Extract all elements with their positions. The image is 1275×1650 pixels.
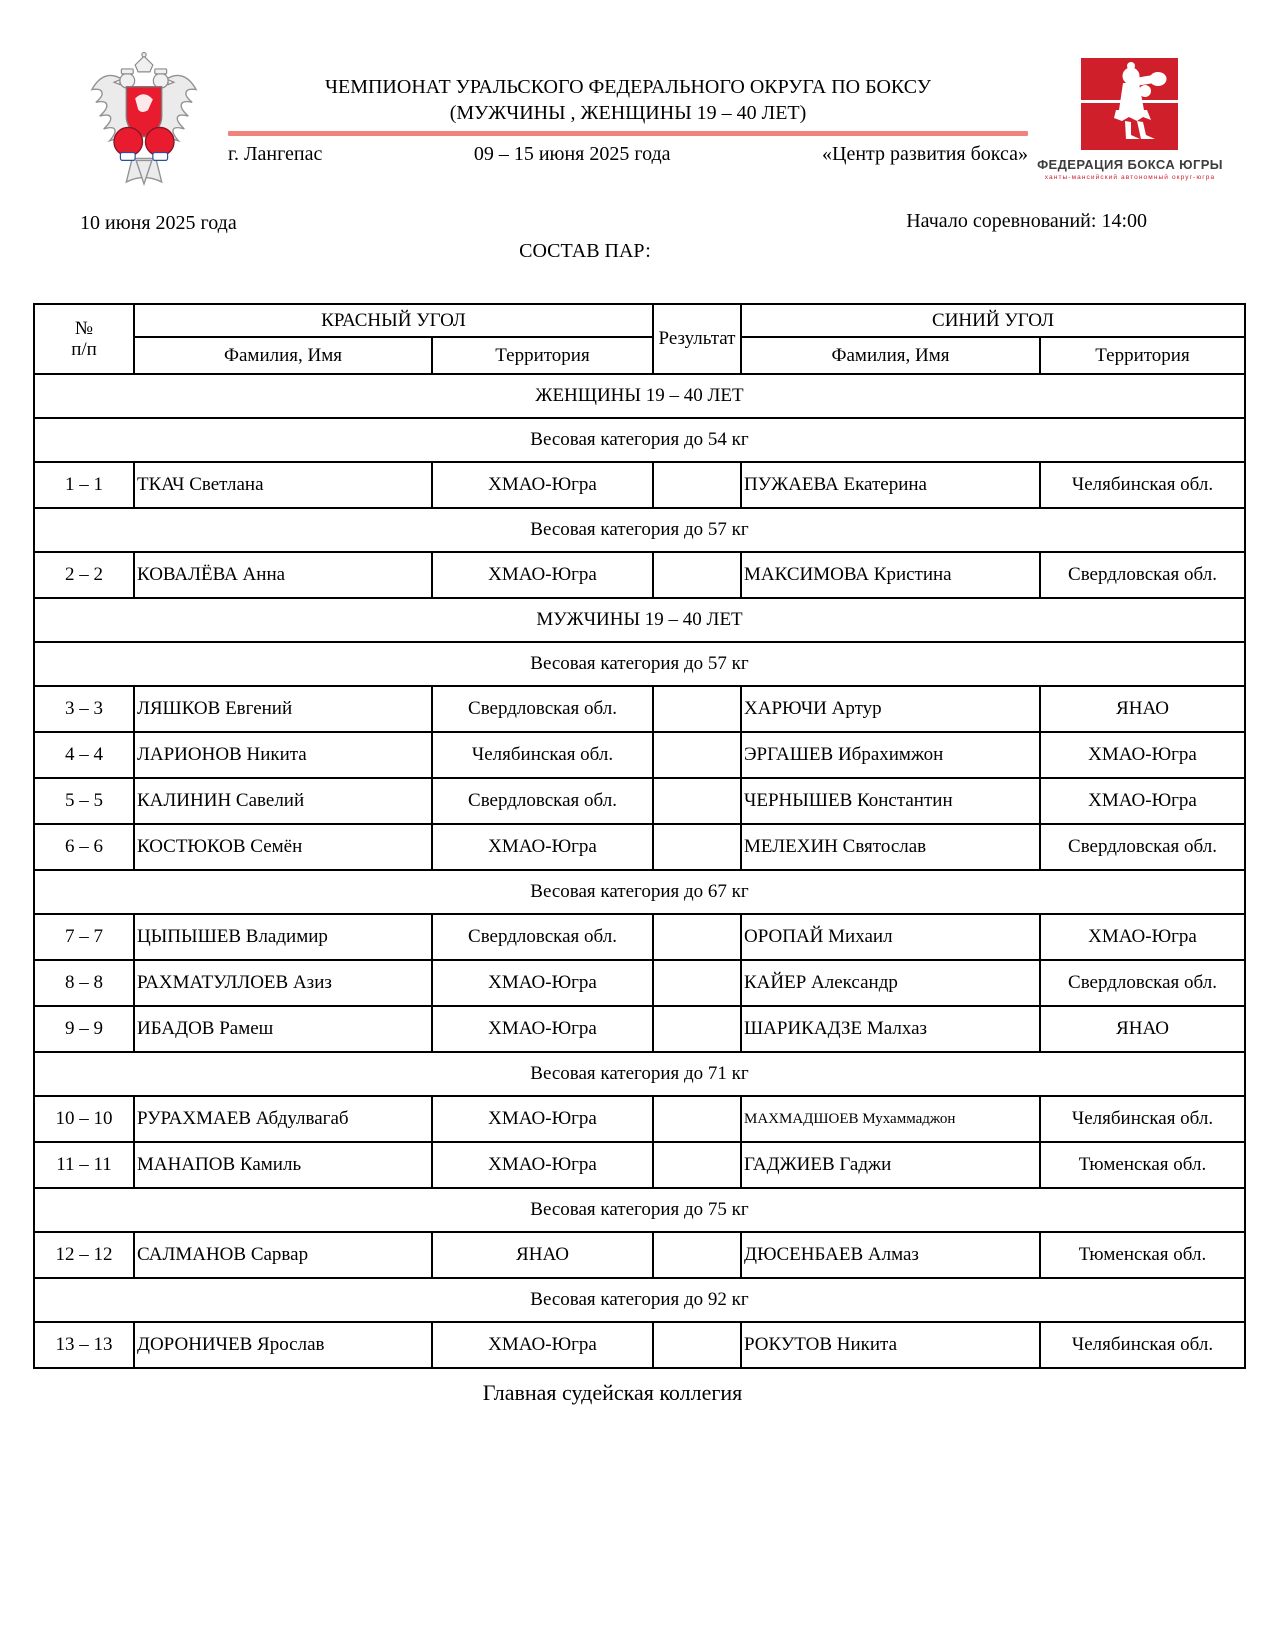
table-header-row-2 bbox=[34, 337, 1245, 374]
result-cell bbox=[653, 1142, 741, 1188]
pair-number-cell: 8 – 8 bbox=[34, 960, 134, 1006]
match-row bbox=[34, 824, 1245, 870]
blue-name-cell: РОКУТОВ Никита bbox=[741, 1322, 1040, 1368]
blue-name-cell: ДЮСЕНБАЕВ Алмаз bbox=[741, 1232, 1040, 1278]
blue-name-cell: ШАРИКАДЗЕ Малхаз bbox=[741, 1006, 1040, 1052]
result-cell bbox=[653, 1006, 741, 1052]
match-row bbox=[34, 552, 1245, 598]
pair-number-cell: 5 – 5 bbox=[34, 778, 134, 824]
pair-number-cell: 3 – 3 bbox=[34, 686, 134, 732]
blue-name-cell: ЧЕРНЫШЕВ Константин bbox=[741, 778, 1040, 824]
red-territory-cell: ХМАО-Югра bbox=[432, 462, 653, 508]
result-cell bbox=[653, 914, 741, 960]
red-territory-cell: ХМАО-Югра bbox=[432, 1142, 653, 1188]
pair-number-cell: 6 – 6 bbox=[34, 824, 134, 870]
blue-territory-cell: ХМАО-Югра bbox=[1040, 914, 1245, 960]
result-cell bbox=[653, 1322, 741, 1368]
section-label: Весовая категория до 57 кг bbox=[34, 508, 1245, 552]
competition-day-date: 10 июня 2025 года bbox=[80, 212, 237, 234]
red-name-header: Фамилия, Имя bbox=[134, 337, 432, 374]
blue-territory-cell: ХМАО-Югра bbox=[1040, 732, 1245, 778]
red-territory-cell: ХМАО-Югра bbox=[432, 1322, 653, 1368]
pair-number-cell: 11 – 11 bbox=[34, 1142, 134, 1188]
section-row bbox=[34, 1188, 1245, 1232]
red-territory-cell: Челябинская обл. bbox=[432, 732, 653, 778]
pair-number-cell: 4 – 4 bbox=[34, 732, 134, 778]
section-row bbox=[34, 870, 1245, 914]
red-name-cell: ТКАЧ Светлана bbox=[134, 462, 432, 508]
championship-title-line1: ЧЕМПИОНАТ УРАЛЬСКОГО ФЕДЕРАЛЬНОГО ОКРУГА ПО БОКСУ bbox=[324, 76, 931, 98]
match-row bbox=[34, 914, 1245, 960]
pairs-table bbox=[33, 303, 1246, 1369]
blue-territory-cell: ЯНАО bbox=[1040, 686, 1245, 732]
blue-name-header: Фамилия, Имя bbox=[741, 337, 1040, 374]
red-name-cell: ИБАДОВ Рамеш bbox=[134, 1006, 432, 1052]
red-territory-cell: Свердловская обл. bbox=[432, 914, 653, 960]
blue-territory-cell: Свердловская обл. bbox=[1040, 552, 1245, 598]
match-row bbox=[34, 732, 1245, 778]
blue-name-cell: ГАДЖИЕВ Гаджи bbox=[741, 1142, 1040, 1188]
blue-name-cell: ПУЖАЕВА Екатерина bbox=[741, 462, 1040, 508]
section-label: Весовая категория до 92 кг bbox=[34, 1278, 1245, 1322]
result-cell bbox=[653, 552, 741, 598]
red-name-cell: ЦЫПЫШЕВ Владимир bbox=[134, 914, 432, 960]
red-territory-cell: ХМАО-Югра bbox=[432, 1006, 653, 1052]
section-row bbox=[34, 1052, 1245, 1096]
red-name-cell: КОВАЛЁВА Анна bbox=[134, 552, 432, 598]
blue-corner-header: СИНИЙ УГОЛ bbox=[741, 304, 1245, 337]
pair-number-cell: 9 – 9 bbox=[34, 1006, 134, 1052]
blue-territory-cell: Свердловская обл. bbox=[1040, 960, 1245, 1006]
blue-name-cell: МАХМАДШОЕВ Мухаммаджон bbox=[741, 1096, 1040, 1142]
red-name-cell: МАНАПОВ Камиль bbox=[134, 1142, 432, 1188]
blue-name-cell: КАЙЕР Александр bbox=[741, 960, 1040, 1006]
result-header: Результат bbox=[653, 304, 741, 374]
table-header-row-1 bbox=[34, 304, 1245, 337]
chief-judges-panel-line: Главная судейская коллегия bbox=[482, 1380, 743, 1405]
section-label: Весовая категория до 54 кг bbox=[34, 418, 1245, 462]
pair-number-header-line2: п/п bbox=[71, 339, 97, 360]
red-name-cell: КОСТЮКОВ Семён bbox=[134, 824, 432, 870]
red-territory-cell: Свердловская обл. bbox=[432, 778, 653, 824]
yugra-boxing-federation-logo bbox=[1035, 58, 1225, 181]
pair-number-cell: 12 – 12 bbox=[34, 1232, 134, 1278]
section-row bbox=[34, 642, 1245, 686]
pair-number-cell: 13 – 13 bbox=[34, 1322, 134, 1368]
document-header bbox=[228, 74, 1028, 166]
yugra-logo-subtitle: ханты-мансийский автономный округ-югра bbox=[1044, 174, 1216, 181]
pairs-table-body bbox=[34, 374, 1245, 1368]
pairs-list-title: СОСТАВ ПАР: bbox=[519, 240, 651, 262]
event-dates: 09 – 15 июня 2025 года bbox=[473, 143, 671, 165]
section-label: ЖЕНЩИНЫ 19 – 40 ЛЕТ bbox=[34, 374, 1245, 418]
red-name-cell: КАЛИНИН Савелий bbox=[134, 778, 432, 824]
match-row bbox=[34, 1322, 1245, 1368]
section-row bbox=[34, 418, 1245, 462]
red-territory-cell: Свердловская обл. bbox=[432, 686, 653, 732]
blue-territory-cell: Тюменская обл. bbox=[1040, 1232, 1245, 1278]
section-label: МУЖЧИНЫ 19 – 40 ЛЕТ bbox=[34, 598, 1245, 642]
venue-row bbox=[228, 143, 1028, 166]
pair-number-header-line1: № bbox=[74, 318, 94, 339]
match-row bbox=[34, 1232, 1245, 1278]
red-territory-cell: ХМАО-Югра bbox=[432, 552, 653, 598]
header-divider-rule bbox=[228, 131, 1028, 136]
result-cell bbox=[653, 1096, 741, 1142]
match-row bbox=[34, 1096, 1245, 1142]
blue-territory-cell: Челябинская обл. bbox=[1040, 1322, 1245, 1368]
blue-name-cell: ХАРЮЧИ Артур bbox=[741, 686, 1040, 732]
blue-territory-cell: ЯНАО bbox=[1040, 1006, 1245, 1052]
blue-name-cell: МЕЛЕХИН Святослав bbox=[741, 824, 1040, 870]
red-name-cell: САЛМАНОВ Сарвар bbox=[134, 1232, 432, 1278]
match-row bbox=[34, 778, 1245, 824]
match-row bbox=[34, 960, 1245, 1006]
red-corner-header: КРАСНЫЙ УГОЛ bbox=[134, 304, 653, 337]
result-cell bbox=[653, 686, 741, 732]
section-row bbox=[34, 1278, 1245, 1322]
red-territory-cell: ЯНАО bbox=[432, 1232, 653, 1278]
red-territory-cell: ХМАО-Югра bbox=[432, 824, 653, 870]
red-name-cell: ДОРОНИЧЕВ Ярослав bbox=[134, 1322, 432, 1368]
championship-title-line2: (МУЖЧИНЫ , ЖЕНЩИНЫ 19 – 40 ЛЕТ) bbox=[449, 102, 807, 124]
venue-name: «Центр развития бокса» bbox=[822, 143, 1028, 165]
pair-number-cell: 1 – 1 bbox=[34, 462, 134, 508]
host-city: г. Лангепас bbox=[228, 143, 323, 165]
section-label: Весовая категория до 57 кг bbox=[34, 642, 1245, 686]
match-row bbox=[34, 462, 1245, 508]
match-row bbox=[34, 1142, 1245, 1188]
blue-name-cell: ЭРГАШЕВ Ибрахимжон bbox=[741, 732, 1040, 778]
match-row bbox=[34, 1006, 1245, 1052]
red-name-cell: РАХМАТУЛЛОЕВ Азиз bbox=[134, 960, 432, 1006]
pair-number-cell: 2 – 2 bbox=[34, 552, 134, 598]
red-name-cell: ЛАРИОНОВ Никита bbox=[134, 732, 432, 778]
yugra-boxer-icon bbox=[1081, 58, 1179, 151]
result-cell bbox=[653, 732, 741, 778]
blue-territory-cell: Челябинская обл. bbox=[1040, 1096, 1245, 1142]
red-name-cell: ЛЯШКОВ Евгений bbox=[134, 686, 432, 732]
section-label: Весовая категория до 71 кг bbox=[34, 1052, 1245, 1096]
red-territory-header: Территория bbox=[432, 337, 653, 374]
blue-territory-cell: Челябинская обл. bbox=[1040, 462, 1245, 508]
blue-name-cell: ОРОПАЙ Михаил bbox=[741, 914, 1040, 960]
section-label: Весовая категория до 67 кг bbox=[34, 870, 1245, 914]
result-cell bbox=[653, 960, 741, 1006]
section-row bbox=[34, 598, 1245, 642]
blue-name-cell: МАКСИМОВА Кристина bbox=[741, 552, 1040, 598]
yugra-logo-title: ФЕДЕРАЦИЯ БОКСА ЮГРЫ bbox=[1037, 157, 1223, 172]
blue-territory-cell: Тюменская обл. bbox=[1040, 1142, 1245, 1188]
pair-number-cell: 7 – 7 bbox=[34, 914, 134, 960]
pair-number-cell: 10 – 10 bbox=[34, 1096, 134, 1142]
result-cell bbox=[653, 462, 741, 508]
blue-territory-header: Территория bbox=[1040, 337, 1245, 374]
blue-territory-cell: Свердловская обл. bbox=[1040, 824, 1245, 870]
section-label: Весовая категория до 75 кг bbox=[34, 1188, 1245, 1232]
section-row bbox=[34, 374, 1245, 418]
red-name-cell: РУРАХМАЕВ Абдулвагаб bbox=[134, 1096, 432, 1142]
blue-territory-cell: ХМАО-Югра bbox=[1040, 778, 1245, 824]
result-cell bbox=[653, 824, 741, 870]
red-territory-cell: ХМАО-Югра bbox=[432, 960, 653, 1006]
result-cell bbox=[653, 1232, 741, 1278]
section-row bbox=[34, 508, 1245, 552]
pair-number-header bbox=[34, 304, 134, 374]
russian-boxing-federation-emblem-icon bbox=[85, 50, 203, 198]
match-row bbox=[34, 686, 1245, 732]
result-cell bbox=[653, 778, 741, 824]
start-time: Начало соревнований: 14:00 bbox=[906, 210, 1147, 232]
red-territory-cell: ХМАО-Югра bbox=[432, 1096, 653, 1142]
